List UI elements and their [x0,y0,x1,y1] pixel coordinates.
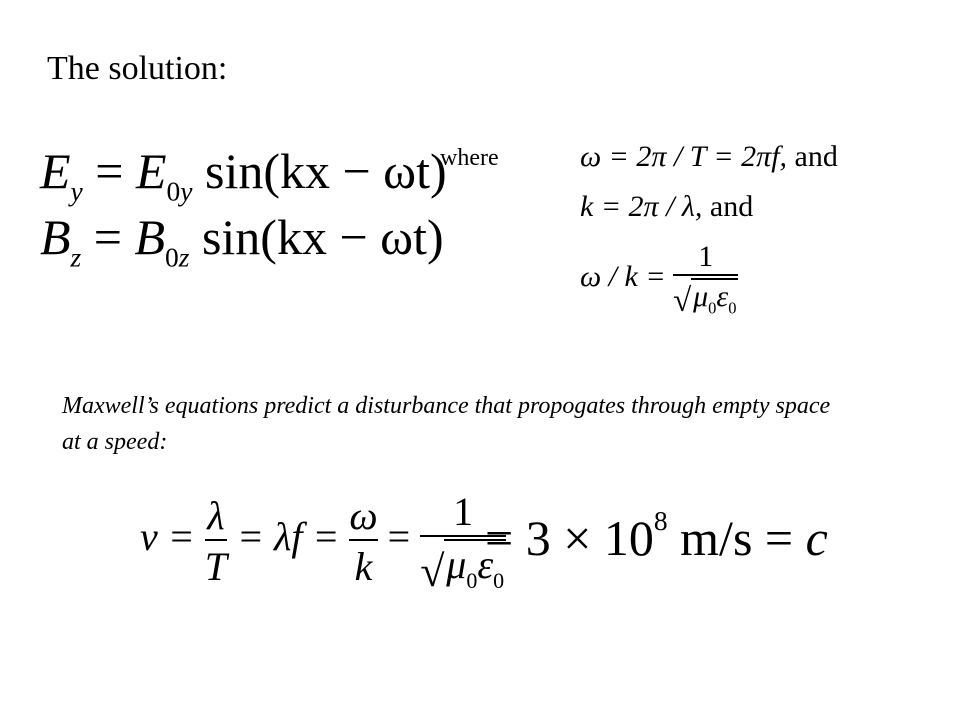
speed-equation [140,488,506,594]
ey-lhs-sub: y [70,175,83,207]
relation-fraction-denominator [673,274,738,318]
bz-fn: sin(kx − ωt) [201,209,444,265]
relation-omega-over-k [580,240,738,318]
mu-symbol: μ [693,280,709,313]
page-title: The solution: [47,50,228,87]
omega-numerator: ω [349,492,378,538]
k-denominator: k [349,539,377,590]
bz-lhs-sub: z [70,241,82,273]
relation-fraction-numerator: 1 [698,240,714,273]
speed-mu-sub: 0 [466,567,478,593]
where-label: where [440,145,499,171]
relation-omega-over-k-lhs: ω / k = [580,260,666,294]
ey-rhs-base: E [135,143,167,199]
relation-k-and: and [709,190,754,223]
ey-equation: $E_y = E_{0y}$ sin(kx − ωt) [40,143,447,207]
speed-result [485,505,828,567]
speed-lambda-f: = λf = [237,514,340,560]
relation-omega [580,140,838,174]
T-denominator: T [205,539,227,590]
bz-equation: $B_z = B_{0z}$ sin(kx − ωt) [40,209,444,273]
relation-k-expr: k = 2π / λ, [580,190,703,223]
lambda-over-T [205,492,227,590]
epsilon-sub: 0 [728,298,737,318]
epsilon-symbol: ε [716,280,729,313]
omega-over-k [349,492,377,590]
maxwell-paragraph: Maxwell’s equations predict a disturbance that propogates through empty space at a speed: [62,393,831,455]
ey-lhs: E [40,143,71,199]
result-c: c [805,509,828,566]
mu-sub: 0 [708,298,717,318]
bz-rhs-base: B [134,209,165,265]
relation-omega-and: and [794,140,838,173]
lambda-numerator: λ [207,492,225,538]
speed-eps-sub: 0 [493,567,505,593]
result-prefix: = 3 × 10 [485,509,654,566]
relation-omega-expr: ω = 2π / T = 2πf, [580,140,788,173]
bz-rhs-sub: z [178,241,190,273]
ey-rhs-sub0: 0 [166,175,181,207]
bz-lhs: B [40,209,71,265]
sqrt-symbol: √ $\mu_0\varepsilon_0$ [673,280,737,320]
relation-k [580,190,753,224]
result-units: m/s = [667,509,806,566]
speed-mu: μ [446,542,467,587]
ey-fn: sin(kx − ωt) [204,143,447,199]
result-exponent: 8 [653,505,668,536]
bz-rhs-sub0: 0 [165,241,179,273]
relation-fraction [673,240,738,318]
speed-sqrt-symbol: √ $\mu_0\varepsilon_0$ [420,539,506,594]
speed-eps: ε [477,542,494,587]
speed-v: v = [140,514,195,560]
one-numerator: 1 [453,489,474,534]
ey-rhs-sub: y [180,175,193,207]
speed-eq: = [387,514,411,560]
